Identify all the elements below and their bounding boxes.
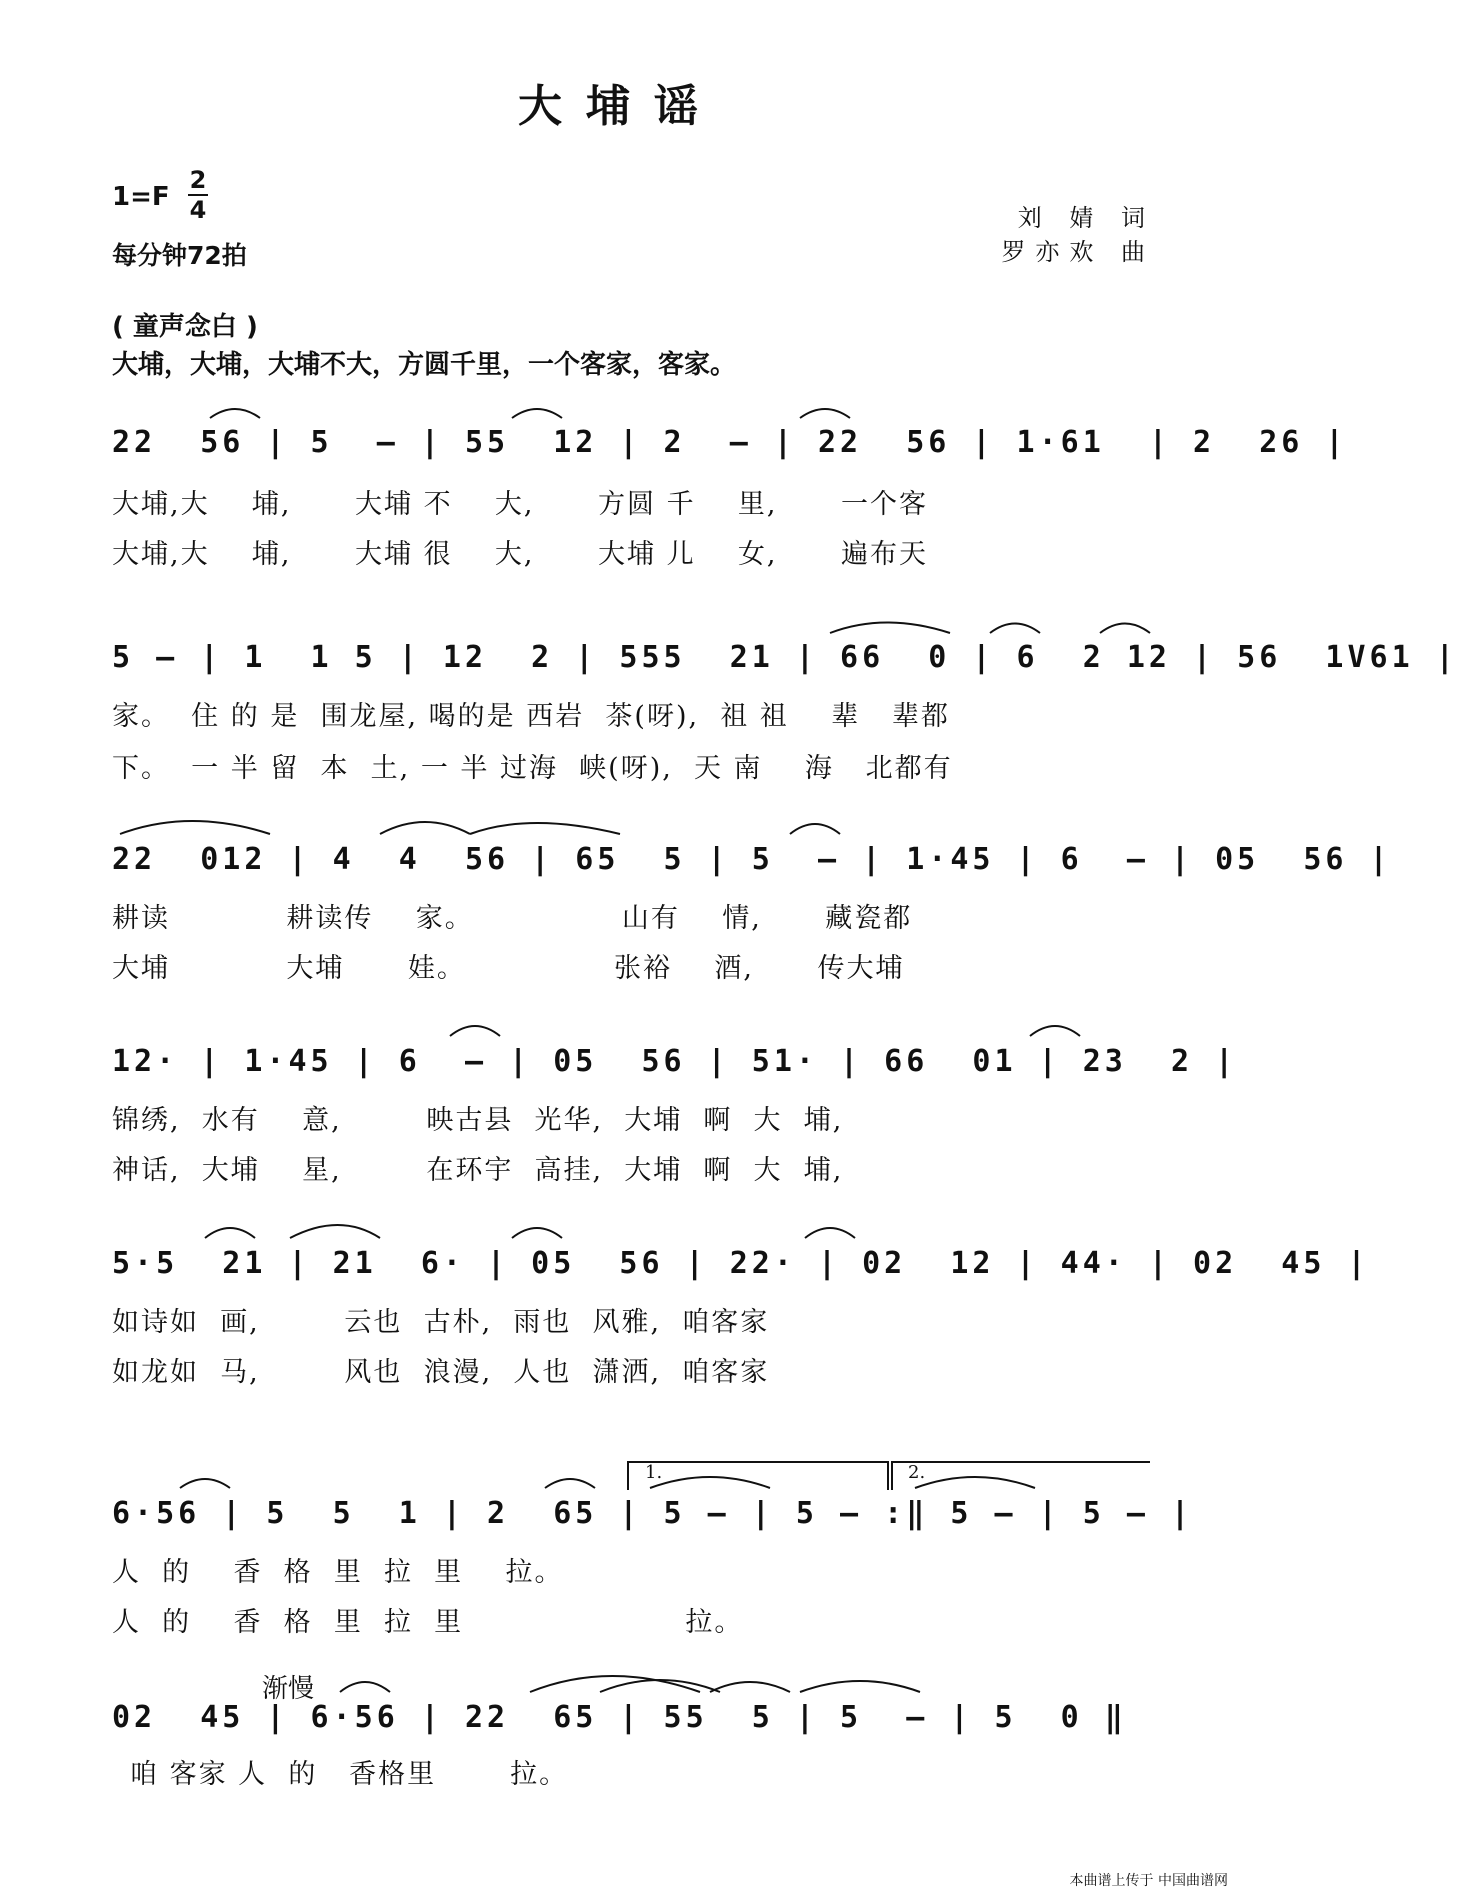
slur	[545, 1479, 595, 1488]
time-sig-bottom: 4	[189, 196, 207, 224]
slur	[1030, 1026, 1080, 1036]
lyric-line-1-verse-1: 大埔,大 埔, 大埔 不 大, 方圆 千 里, 一个客	[112, 489, 928, 520]
notation-line-3: 22 012 | 4 4 56 | 65 5 | 5 — | 1·45 | 6 — | 05 56 |	[112, 842, 1392, 877]
slur	[470, 823, 620, 834]
slur	[180, 1479, 230, 1488]
footer-watermark: 本曲谱上传于 中国曲谱网	[1069, 1873, 1228, 1889]
slur	[210, 409, 260, 418]
notation-line-6: 6·56 | 5 5 1 | 2 65 | 5 — | 5 — :‖ 5 — | 5 — |	[112, 1496, 1194, 1531]
lyric-line-3-verse-2: 大埔 大埔 娃。 张裕 酒, 传大埔	[112, 953, 905, 984]
notation-line-4: 12· | 1·45 | 6 — | 05 56 | 51· | 66 01 | 23 2 |	[112, 1044, 1238, 1079]
slur	[450, 1026, 500, 1036]
notation-line-1: 22 56 | 5 — | 55 12 | 2 — | 22 56 | 1·61 | 2 26 |	[112, 425, 1348, 460]
lyric-line-5-verse-2: 如龙如 马, 风也 浪漫, 人也 潇洒, 咱客家	[112, 1357, 770, 1388]
slur	[710, 1682, 790, 1692]
volta-2-bracket	[892, 1462, 1150, 1490]
slur	[512, 409, 562, 418]
notation-line-5: 5·5 21 | 21 6· | 05 56 | 22· | 02 12 | 44· | 02 45 |	[112, 1246, 1370, 1281]
slur	[800, 409, 850, 418]
lyric-line-1-verse-2: 大埔,大 埔, 大埔 很 大, 大埔 儿 女, 遍布天	[112, 539, 928, 570]
slur	[530, 1676, 700, 1692]
composer-credit: 罗亦欢 曲	[1001, 238, 1155, 266]
slur	[650, 1477, 770, 1488]
tempo-marking: 每分钟72拍	[112, 241, 247, 270]
slur	[805, 1228, 855, 1238]
page-title: 大埔谣	[518, 81, 722, 132]
notation-line-7: 02 45 | 6·56 | 22 65 | 55 5 | 5 — | 5 0 ‖	[112, 1700, 1127, 1735]
slur	[120, 821, 270, 834]
slur	[1100, 624, 1150, 634]
slur	[205, 1228, 255, 1238]
lyric-line-2-verse-2: 下。 一 半 留 本 土, 一 半 过海 峡(呀), 天 南 海 北都有	[112, 753, 953, 784]
lyric-line-6-verse-1: 人 的 香 格 里 拉 里 拉。	[112, 1557, 564, 1588]
slur	[830, 623, 950, 634]
slur	[512, 1228, 562, 1238]
lyric-line-7: 咱 客家 人 的 香格里 拉。	[130, 1759, 569, 1790]
tempo-change-mark: 渐慢	[262, 1674, 315, 1704]
time-sig-top: 2	[189, 166, 207, 194]
slur	[990, 624, 1040, 634]
lyric-line-4-verse-1: 锦绣, 水有 意, 映古县 光华, 大埔 啊 大 埔,	[112, 1105, 844, 1136]
lyric-line-6-verse-2: 人 的 香 格 里 拉 里 拉。	[112, 1607, 744, 1638]
slur	[380, 822, 470, 834]
slur	[915, 1477, 1035, 1488]
lyric-line-4-verse-2: 神话, 大埔 星, 在环宇 高挂, 大埔 啊 大 埔,	[112, 1155, 844, 1186]
intro-label: ( 童声念白 )	[112, 312, 258, 342]
volta-1-label: 1.	[645, 1462, 663, 1483]
slur	[790, 824, 840, 834]
lyric-line-3-verse-1: 耕读 耕读传 家。 山有 情, 藏瓷都	[112, 903, 913, 934]
notation-line-2: 5 — | 1 1 5 | 12 2 | 555 21 | 66 0 | 6 2 12 | 56 1V61 |	[112, 640, 1458, 675]
slur	[290, 1225, 380, 1238]
key-signature: 1=F	[112, 182, 170, 212]
lyric-line-5-verse-1: 如诗如 画, 云也 古朴, 雨也 风雅, 咱客家	[112, 1307, 770, 1338]
intro-text: 大埔，大埔，大埔不大，方圆千里，一个客家，客家。	[112, 350, 737, 380]
slur	[800, 1681, 920, 1692]
lyricist-credit: 刘 婧 词	[1017, 204, 1155, 232]
slur	[340, 1682, 390, 1692]
lyric-line-2-verse-1: 家。 住 的 是 围龙屋, 喝的是 西岩 茶(呀), 祖 祖 辈 辈都	[112, 701, 950, 732]
volta-1-bracket	[628, 1462, 888, 1490]
volta-2-label: 2.	[908, 1462, 926, 1483]
